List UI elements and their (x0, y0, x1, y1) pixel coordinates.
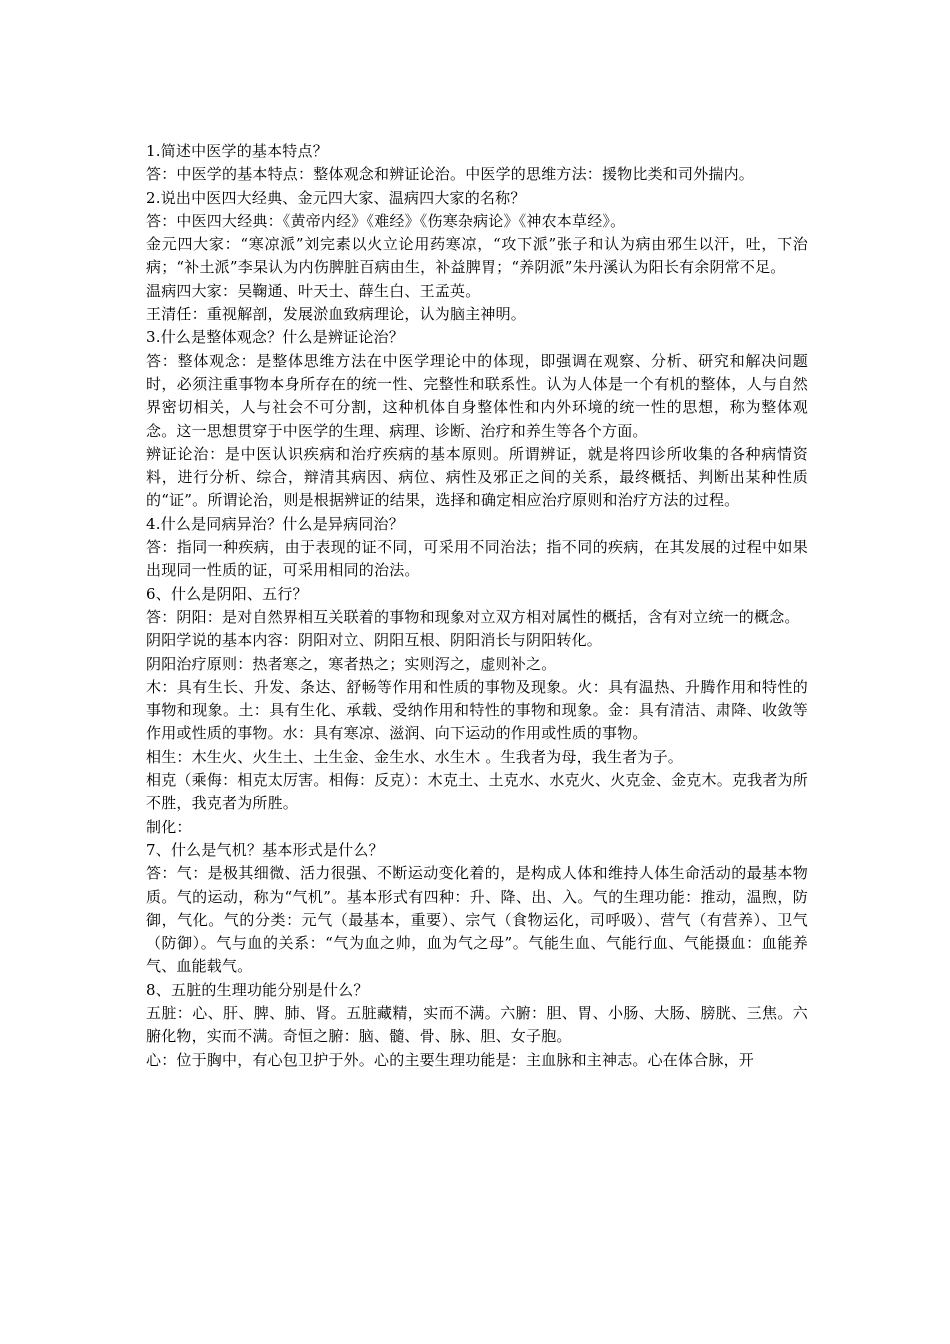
question-6-heading: 6、什么是阴阳、五行？ (146, 584, 308, 603)
answer-2-classics-paragraph: 答：中医四大经典：《黄帝内经》《难经》《伤寒杂病论》《神农本草经》。 (146, 211, 626, 230)
answer-1-paragraph: 答：中医学的基本特点：整体观念和辨证论治。中医学的思维方法：援物比类和司外揣内。 (146, 165, 755, 184)
answer-3-holism-paragraph: 答：整体观念：是整体思维方法在中医学理论中的体现，即强调在观察、分析、研究和解决问题时，必须注重事物本身所存在的统一性、完整性和联系性。认为人体是一个有机的整体，人与自然界密切相关，人与社会不可分割，这种机体自身整体性和内外环境的统一性的思想，称为整体观念。这一思想贯穿于中医学的生理、病理、诊断、治疗和养生等各个方面。 (146, 351, 808, 440)
answer-6-yinyang-content-paragraph: 阴阳学说的基本内容：阴阳对立、阴阳互根、阴阳消长与阴阳转化。 (146, 631, 603, 650)
answer-8-heart-paragraph: 心：位于胸中，有心包卫护于外。心的主要生理功能是：主血脉和主神志。心在体合脉，开 (146, 1050, 755, 1069)
question-1-heading: 1.简述中医学的基本特点？ (146, 142, 328, 160)
answer-4-paragraph: 答：指同一种疾病，由于表现的证不同，可采用不同治法；指不同的疾病，在其发展的过程中如果出现同一性质的证，可采用相同的治法。 (146, 538, 808, 580)
answer-2-wangqingren-paragraph: 王清任：重视解剖，发展淤血致病理论，认为脑主神明。 (146, 305, 527, 324)
question-3-heading: 3.什么是整体观念？什么是辨证论治？ (146, 328, 404, 347)
answer-6-zhihua-paragraph: 制化： (146, 817, 192, 836)
answer-2-wenbing-paragraph: 温病四大家：吴鞠通、叶天士、薛生白、王孟英。 (146, 281, 481, 300)
answer-6-generation-paragraph: 相生：木生火、火生土、土生金、金生水、水生木 。生我者为母，我生者为子。 (146, 747, 683, 766)
answer-3-syndrome-paragraph: 辨证论治：是中医认识疾病和治疗疾病的基本原则。所谓辨证，就是将四诊所收集的各种病情资料，进行分析、综合，辩清其病因、病位、病性及邪正之间的关系，最终概括、判断出某种性质的“证”。所谓论治，则是根据辨证的结果，选择和确定相应治疗原则和治疗方法的过程。 (146, 444, 808, 510)
question-8-heading: 8、五脏的生理功能分别是什么？ (146, 980, 369, 999)
answer-6-five-elements-paragraph: 木：具有生长、升发、条达、舒畅等作用和性质的事物及现象。火：具有温热、升腾作用和特性的事物和现象。土：具有生化、承载、受纳作用和特性的事物和现象。金：具有清洁、肃降、收敛等作用或性质的事物。水：具有寒凉、滋润、向下运动的作用或性质的事物。 (146, 677, 808, 743)
answer-2-jinyuan-paragraph: 金元四大家：“寒凉派”刘完素以火立论用药寒凉，“攻下派”张子和认为病由邪生以汗，吐，下治病；“补土派”李杲认为内伤脾脏百病由生，补益脾胃；“养阴派”朱丹溪认为阳长有余阴常不足。 (146, 235, 808, 277)
answer-8-organs-paragraph: 五脏：心、肝、脾、肺、肾。五脏藏精，实而不满。六腑：胆、胃、小肠、大肠、膀胱、三焦。六腑化物，实而不满。奇恒之腑：脑、髓、骨、脉、胆、女子胞。 (146, 1003, 808, 1046)
answer-6-yinyang-treatment-paragraph: 阴阳治疗原则：热者寒之，寒者热之；实则泻之，虚则补之。 (146, 654, 557, 673)
document-page (146, 140, 808, 1072)
answer-7-paragraph: 答：气：是极其细微、活力很强、不断运动变化着的，是构成人体和维持人体生命活动的最基本物质。气的运动，称为“气机”。基本形式有四种：升、降、出、入。气的生理功能：推动，温煦，防御，气化。气的分类：元气（最基本，重要）、宗气（食物运化，司呼吸）、营气（有营养）、卫气（防御）。气与血的关系：“气为血之帅，血为气之母”。气能生血、气能行血、气能摄血：血能养气、血能载气。 (146, 864, 808, 976)
answer-6-restriction-paragraph: 相克（乘侮：相克太厉害。相侮：反克）：木克土、土克水、水克火、火克金、金克木。克我者为所不胜，我克者为所胜。 (146, 771, 808, 813)
question-4-heading: 4.什么是同病异治？什么是异病同治？ (146, 514, 404, 533)
answer-6-yinyang-paragraph: 答：阴阳：是对自然界相互关联着的事物和现象对立双方相对属性的概括，含有对立统一的概念。 (146, 607, 800, 626)
question-7-heading: 7、什么是气机？基本形式是什么？ (146, 840, 384, 859)
question-2-heading: 2.说出中医四大经典、金元四大家、温病四大家的名称？ (146, 188, 526, 207)
